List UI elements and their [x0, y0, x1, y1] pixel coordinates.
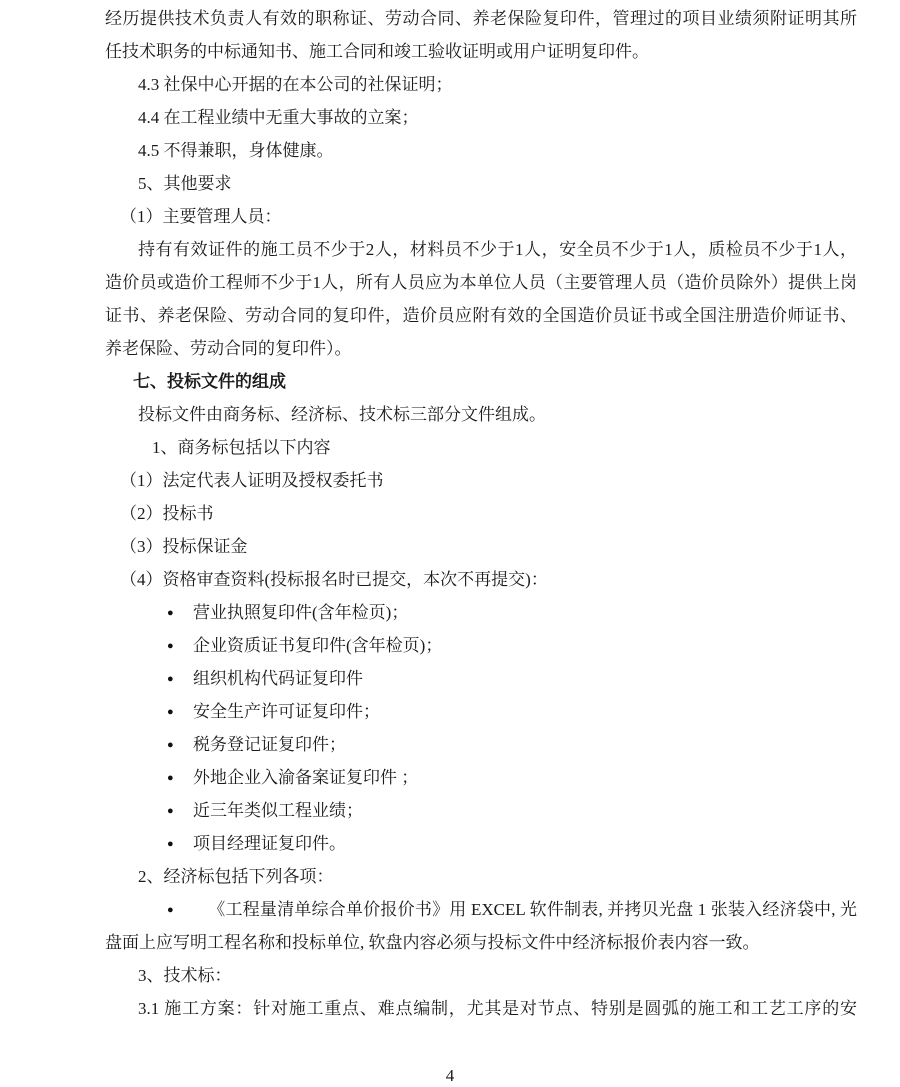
bullet-list-item [105, 827, 857, 860]
bullet-icon: ● [167, 772, 174, 784]
bullet-icon: ● [167, 838, 174, 850]
document-line: （2）投标书 [120, 504, 214, 523]
bullet-item-text: 项目经理证复印件。 [193, 834, 346, 853]
bullet-icon: ● [167, 739, 174, 751]
bullet-item-text: 税务登记证复印件； [193, 735, 346, 754]
document-line: 投标文件由商务标、经济标、技术标三部分文件组成。 [138, 405, 546, 424]
document-line: 1、商务标包括以下内容 [152, 438, 331, 457]
bullet-item-text: 《工程量清单综合单价报价书》用 EXCEL 软件制表, 并拷贝光盘 1 张装入经济袋中, 光 [208, 900, 857, 919]
bullet-item-text: 企业资质证书复印件(含年检页)； [193, 636, 443, 655]
document-line: 造价员或造价工程师不少于1人，所有人员应为本单位人员（主要管理人员（造价员除外）提供上岗 [105, 273, 857, 292]
bullet-icon: ● [167, 640, 174, 652]
document-line: 养老保险、劳动合同的复印件）。 [105, 339, 352, 358]
document-line: 3.1 施工方案：针对施工重点、难点编制，尤其是对节点、特别是圆弧的施工和工艺工序的安 [138, 999, 857, 1018]
bullet-icon: ● [167, 805, 174, 817]
document-line: 经历提供技术负责人有效的职称证、劳动合同、养老保险复印件，管理过的项目业绩须附证明其所 [105, 9, 857, 28]
document-line: 任技术职务的中标通知书、施工合同和竣工验收证明或用户证明复印件。 [105, 42, 649, 61]
document-line: 3、技术标： [138, 966, 232, 985]
bullet-list-item [105, 596, 857, 629]
bullet-item-text: 组织机构代码证复印件 [193, 669, 363, 688]
document-line: （3）投标保证金 [120, 537, 248, 556]
document-line: （4）资格审查资料(投标报名时已提交，本次不再提交)： [120, 570, 548, 589]
bullet-list-item [105, 662, 857, 695]
page-number: 4 [445, 1066, 455, 1085]
bullet-item-text: 营业执照复印件(含年检页)； [193, 603, 409, 622]
document-line: 4.4 在工程业绩中无重大事故的立案； [138, 108, 419, 127]
document-line: 盘面上应写明工程名称和投标单位, 软盘内容必须与投标文件中经济标报价表内容一致。 [105, 933, 760, 952]
document-line: 4.5 不得兼职，身体健康。 [138, 141, 334, 160]
bullet-list-item [105, 728, 857, 761]
document-line: （1）主要管理人员： [120, 207, 282, 226]
bullet-list-item [105, 893, 857, 926]
bullet-icon: ● [167, 673, 174, 685]
bullet-item-text: 外地企业入渝备案证复印件 ； [193, 768, 419, 787]
bullet-icon: ● [167, 607, 174, 619]
bullet-item-text: 安全生产许可证复印件； [193, 702, 380, 721]
document-line: 2、经济标包括下列各项： [138, 867, 334, 886]
bullet-list-item [105, 761, 857, 794]
document-line: 持有有效证件的施工员不少于2人，材料员不少于1人，安全员不少于1人，质检员不少于1人， [138, 240, 857, 259]
bullet-list-item [105, 695, 857, 728]
bullet-icon: ● [167, 904, 174, 916]
document-body [105, 2, 857, 1025]
document-line: 七、投标文件的组成 [133, 372, 286, 391]
bullet-list-item [105, 629, 857, 662]
document-line: 证书、养老保险、劳动合同的复印件，造价员应附有效的全国造价员证书或全国注册造价师证书、 [105, 306, 857, 325]
document-line: 4.3 社保中心开据的在本公司的社保证明； [138, 75, 453, 94]
document-line: 5、其他要求 [138, 174, 232, 193]
bullet-item-text: 近三年类似工程业绩； [193, 801, 363, 820]
bullet-icon: ● [167, 706, 174, 718]
document-line: （1）法定代表人证明及授权委托书 [120, 471, 384, 490]
bullet-list-item [105, 794, 857, 827]
